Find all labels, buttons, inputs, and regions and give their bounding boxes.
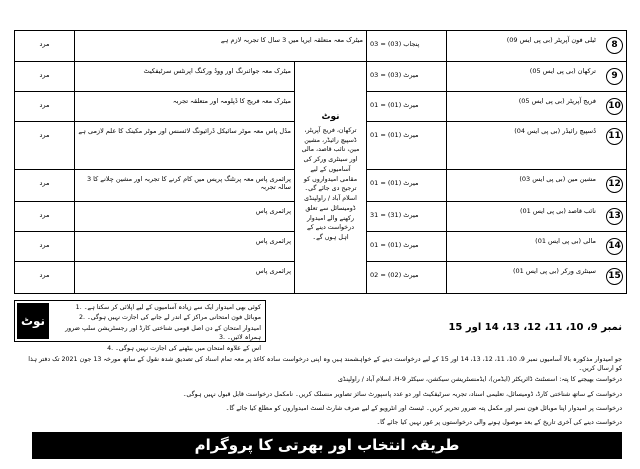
post-cell [447,202,627,232]
qualification-cell: میٹرک معہ جوائنرنگ اور ووڈ ورکنگ اپرنٹس سرٹیفکیٹ [75,62,295,92]
quota-cell: میرٹ (01) = 01 [367,232,447,262]
post-cell [447,31,627,62]
quota-cell: میرٹ (31) = 31 [367,202,447,232]
section-banner: طریقہ انتخاب اور بھرتی کا پروگرام [32,432,622,459]
post-name: نائب قاصد (بی پی ایس 01) [519,207,596,215]
list-item: اس کے علاوہ امتحان میں بیٹھنے کی اجازت نہیں ہوگی۔ .4 [107,344,261,352]
list-item: امیدوار امتحان کے دن اصل قومی شناختی کارڈ اور رجسٹریشن سلپ ضرور ہمراہ لائیں۔ .3 [65,324,261,342]
gender-cell: مرد [15,262,75,294]
gender-cell: مرد [15,170,75,202]
quota-cell: پنجاب (03) = 03 [367,31,447,62]
notes-box [14,300,266,352]
post-name: مالی (بی پی ایس 01) [535,237,596,245]
note-cell [295,62,367,294]
post-cell [447,92,627,122]
gender-cell: مرد [15,92,75,122]
post-cell [447,62,627,92]
post-cell [447,232,627,262]
row-number: 10 [606,98,623,115]
paragraph: جو امیدوار مذکورہ بالا آسامیوں نمبر 9، 10، 11، 12، 13، 14 اور 15 کے لیے درخواست دینے کے خواہشمند ہیں وہ اپنی درخواست سادہ کاغذ پر معہ تمام اسناد کی تصدیق شدہ نقول کے ساتھ مورخہ 13 جون 2021 تک دفتر ہذا کو ارسال کریں۔ [28,356,622,373]
post-name: فریج آپریٹر (بی پی ایس 05) [518,97,596,105]
quota-cell: میرٹ (01) = 01 [367,170,447,202]
gender-cell: مرد [15,31,75,62]
quota-cell: میرٹ (02) = 02 [367,262,447,294]
row-number: 12 [606,176,623,193]
list-item: کوئی بھی امیدوار ایک سے زیادہ آسامیوں کے لیے اپلائی کر سکتا ہے۔ .1 [75,304,261,311]
gender-cell: مرد [15,122,75,170]
table-row [15,31,627,62]
quota-cell: میرٹ (01) = 01 [367,92,447,122]
row-number: 11 [606,128,623,145]
post-cell [447,262,627,294]
paragraph: درخواست بھیجنے کا پتہ: اسسٹنٹ ڈائریکٹر (ایڈمن)، ایڈمنسٹریشن سیکشن، سیکٹر 9-H، اسلام آباد / راولپنڈی [337,376,622,383]
gender-cell: مرد [15,232,75,262]
post-name: ترکھان (بی پی ایس 05) [529,67,596,75]
table-row [15,62,627,92]
post-name: سینٹری ورکر (بی پی ایس 01) [512,267,596,275]
post-cell [447,170,627,202]
qualification-cell: پرائمری پاس [75,262,295,294]
qualification-cell: میٹرک معہ متعلقہ ایریا میں 3 سال کا تجربہ لازم ہے [75,31,367,62]
paragraph: درخواست کے ساتھ شناختی کارڈ، ڈومیسائل، تعلیمی اسناد، تجربہ سرٹیفکیٹ اور دو عدد پاسپورٹ سائز تصاویر منسلک کریں۔ نامکمل درخواست قابل قبول نہیں ہوگی۔ [182,391,622,398]
paragraph: درخواست پر امیدوار اپنا موبائل فون نمبر اور مکمل پتہ ضرور تحریر کریں۔ ٹیسٹ اور انٹرویو کے لیے صرف شارٹ لسٹ امیدواروں کو مطلع کیا جائے گا۔ [225,405,622,412]
qualification-cell: مڈل پاس معہ موٹر سائیکل ڈرائیونگ لائسنس اور موٹر مکینک کا علم لازمی ہے [75,122,295,170]
qualification-cell: پرائمری پاس [75,202,295,232]
paragraph: درخواست دینے کی آخری تاریخ کے بعد موصول ہونے والی درخواستوں پر غور نہیں کیا جائے گا۔ [376,419,622,426]
post-name: ٹیلی فون آپریٹر (بی پی ایس 09) [506,36,596,44]
post-cell [447,122,627,170]
notes-list [53,303,261,354]
row-number: 14 [606,238,623,255]
note-title: نوٹ [321,112,340,123]
qualification-cell: پرائمری پاس [75,232,295,262]
selection-heading: نمبر 9، 10، 11، 12، 13، 14 اور 15 [448,322,622,333]
post-name: مشین مین (بی پی ایس 03) [519,175,596,183]
note-body: ترکھان، فریج آپریٹر، ڈسپیچ رائیڈر، مشین مین، نائب قاصد، مالی اور سینٹری ورکر کی آسامیوں کے لیے مقامی امیدواروں کو ترجیح دی جائے گی۔ اسلام آباد / راولپنڈی ڈومیسائل سے تعلق رکھنے والے امیدوار درخواست دینے کے اہل ہوں گے۔ [301,126,360,242]
gender-cell: مرد [15,62,75,92]
quota-cell: میرٹ (03) = 03 [367,62,447,92]
row-number: 8 [606,37,623,54]
vacancy-table [14,30,627,294]
row-number: 13 [606,208,623,225]
row-number: 15 [606,268,623,285]
row-number: 9 [606,68,623,85]
list-item: موبائل فون امتحانی مراکز کے اندر لے جانے کی اجازت نہیں ہوگی۔ .2 [78,314,261,322]
quota-cell: میرٹ (01) = 01 [367,122,447,170]
gender-cell: مرد [15,202,75,232]
note-badge-icon: نوٹ [17,303,49,339]
qualification-cell: پرائمری پاس معہ پرنٹنگ پریس میں کام کرنے کا تجربہ اور مشین چلانے کا 3 سالہ تجربہ [75,170,295,202]
post-name: ڈسپیچ رائیڈر (بی پی ایس 04) [514,127,596,135]
qualification-cell: میٹرک معہ فریج کا ڈپلومہ اور متعلقہ تجربہ [75,92,295,122]
